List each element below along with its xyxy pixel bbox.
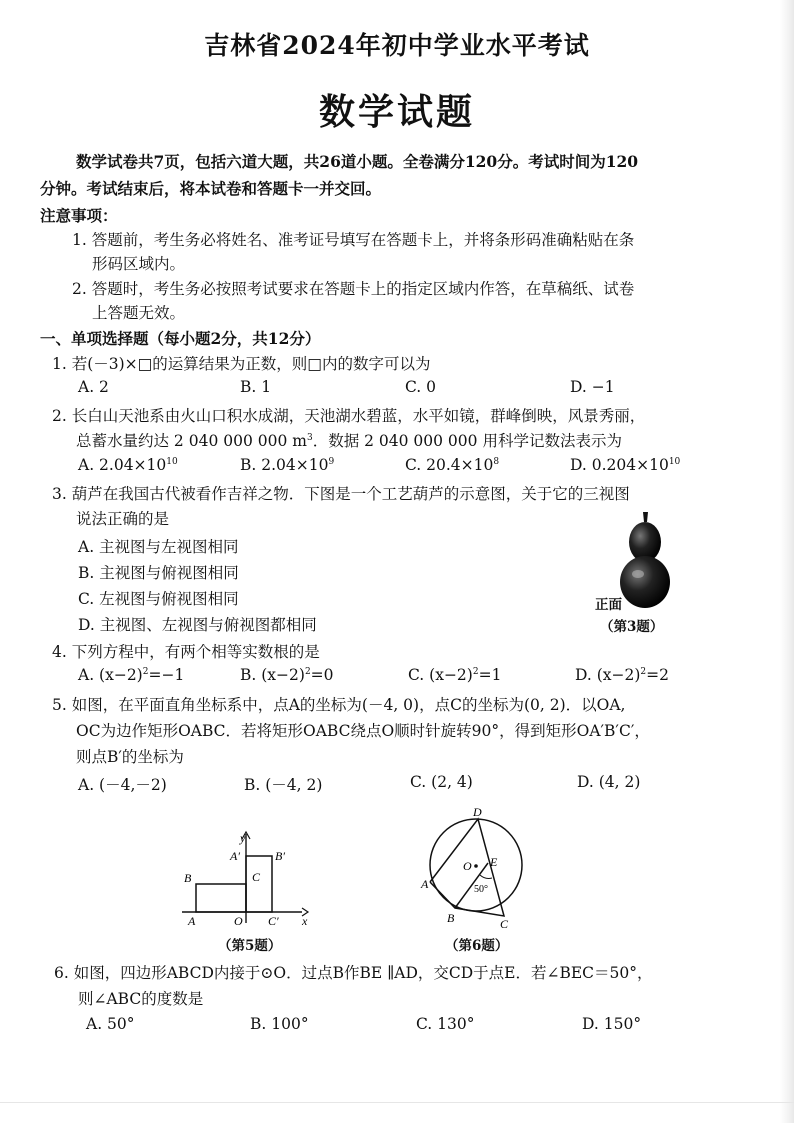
q1-option-a: A. 2 bbox=[78, 378, 109, 396]
q6-option-d: D. 150° bbox=[582, 1015, 642, 1033]
q5-option-a: A. (－4,－2) bbox=[78, 776, 167, 794]
q2-option-b-base: B. 2.04×10 bbox=[240, 456, 329, 474]
q4-option-b-rhs: =0 bbox=[310, 666, 334, 684]
gourd-highlight bbox=[632, 570, 644, 578]
q1-option-c: C. 0 bbox=[405, 378, 437, 396]
note-1-line-1: 1. 答题前，考生务必将姓名、准考证号填写在答题卡上，并将条形码准确粘贴在条 bbox=[72, 231, 635, 249]
q4-option-d bbox=[575, 666, 669, 684]
q2-option-a-exp: 10 bbox=[166, 457, 178, 467]
label-A: A bbox=[421, 877, 429, 891]
rect-OABC bbox=[196, 884, 246, 912]
q4-option-d-rhs: =2 bbox=[646, 666, 670, 684]
scan-page-edge bbox=[780, 0, 794, 1123]
q2-line-2 bbox=[76, 429, 622, 451]
angle-BEC-arc bbox=[480, 875, 492, 878]
label-E: E bbox=[490, 855, 498, 869]
note-2-line-1: 2. 答题时，考生务必按照考试要求在答题卡上的指定区域内作答，在草稿纸、试卷 bbox=[72, 280, 635, 298]
q4-option-c-exp: 2 bbox=[472, 667, 479, 677]
q3-front-label: 正面 bbox=[595, 597, 622, 613]
q1-stem: 1. 若(－3)×□的运算结果为正数，则□内的数字可以为 bbox=[52, 355, 431, 373]
note-1-line-2: 形码区域内。 bbox=[92, 255, 186, 273]
exam-title: 吉林省2024年初中学业水平考试 bbox=[204, 31, 590, 60]
label-x: x bbox=[302, 914, 308, 928]
q3-option-b: B. 主视图与俯视图相同 bbox=[78, 564, 239, 582]
q4-option-b-base: B. (x−2) bbox=[240, 666, 305, 684]
label-angle-50: 50° bbox=[474, 884, 488, 895]
q5-line-3: 则点B′的坐标为 bbox=[76, 748, 184, 766]
label-A: A bbox=[188, 914, 196, 928]
q2-unit-exponent: 3 bbox=[306, 433, 313, 443]
q2-option-d-exp: 10 bbox=[668, 457, 681, 467]
q2-option-b bbox=[240, 456, 334, 474]
q5-line-1: 5. 如图，在平面直角坐标系中，点A的坐标为(－4, 0)，点C的坐标为(0, 2)．以OA, bbox=[52, 696, 626, 714]
label-D: D bbox=[473, 805, 482, 819]
q5-option-b: B. (－4, 2) bbox=[244, 776, 323, 794]
q4-option-c-base: C. (x−2) bbox=[408, 666, 473, 684]
label-B: B bbox=[447, 911, 455, 925]
q2-option-c-base: C. 20.4×10 bbox=[405, 456, 494, 474]
q4-option-a bbox=[78, 666, 184, 684]
q2-option-b-exp: 9 bbox=[328, 457, 335, 467]
q3-option-c: C. 左视图与俯视图相同 bbox=[78, 590, 239, 608]
q1-option-b: B. 1 bbox=[240, 378, 272, 396]
q3-option-a: A. 主视图与左视图相同 bbox=[78, 538, 239, 556]
q2-option-c-exp: 8 bbox=[493, 457, 500, 467]
label-y: y bbox=[240, 831, 246, 845]
q2-option-a bbox=[78, 456, 178, 474]
section-1-heading: 一、单项选择题（每小题2分，共12分） bbox=[40, 329, 321, 348]
q4-option-a-rhs: =−1 bbox=[148, 666, 185, 684]
q2-line-2-b: ．数据 2 040 000 000 用科学记数法表示为 bbox=[312, 432, 622, 450]
q3-line-1: 3. 葫芦在我国古代被看作吉祥之物．下图是一个工艺葫芦的示意图，关于它的三视图 bbox=[52, 485, 630, 503]
intro-line-1: 数学试卷共7页，包括六道大题，共26道小题。全卷满分120分。考试时间为120 bbox=[76, 152, 639, 171]
q3-option-d: D. 主视图、左视图与俯视图都相同 bbox=[78, 616, 317, 634]
q2-line-2-a: 总蓄水量约达 2 040 000 000 m bbox=[76, 432, 307, 450]
q4-stem: 4. 下列方程中，有两个相等实数根的是 bbox=[52, 643, 320, 661]
q4-option-a-base: A. (x−2) bbox=[78, 666, 143, 684]
q4-option-b-exp: 2 bbox=[304, 667, 311, 677]
q6-option-b: B. 100° bbox=[250, 1015, 309, 1033]
q5-figure bbox=[178, 828, 313, 928]
label-C: C bbox=[252, 870, 261, 884]
notes-heading: 注意事项： bbox=[40, 206, 118, 225]
q5-option-d: D. (4, 2) bbox=[577, 773, 641, 791]
label-O: O bbox=[234, 914, 243, 928]
q2-line-1: 2. 长白山天池系由火山口积水成湖，天池湖水碧蓝，水平如镜，群峰倒映，风景秀丽， bbox=[52, 407, 646, 425]
label-C: C bbox=[500, 917, 509, 930]
rect-OA1B1C1 bbox=[246, 856, 272, 912]
q4-option-d-exp: 2 bbox=[640, 667, 647, 677]
q6-figure bbox=[418, 800, 528, 930]
label-C-prime: C′ bbox=[268, 914, 279, 928]
q4-option-c-rhs: =1 bbox=[478, 666, 502, 684]
q6-option-c: C. 130° bbox=[416, 1015, 475, 1033]
q4-option-b bbox=[240, 666, 334, 684]
q3-line-2: 说法正确的是 bbox=[76, 510, 170, 528]
label-B: B bbox=[184, 871, 192, 885]
q5-option-c: C. (2, 4) bbox=[410, 773, 473, 791]
q4-option-d-base: D. (x−2) bbox=[575, 666, 641, 684]
q4-option-c bbox=[408, 666, 501, 684]
q6-line-2: 则∠ABC的度数是 bbox=[78, 990, 204, 1008]
label-O: O bbox=[463, 859, 472, 873]
q3-figure-caption: （第3题） bbox=[600, 619, 664, 635]
gourd-bottom-bulb bbox=[620, 556, 670, 608]
subject-title: 数学试题 bbox=[318, 91, 475, 133]
gourd-stem bbox=[643, 512, 648, 522]
q1-option-d: D. −1 bbox=[570, 378, 615, 396]
q4-option-a-exp: 2 bbox=[142, 667, 149, 677]
label-B-prime: B′ bbox=[275, 849, 285, 863]
q6-option-a: A. 50° bbox=[86, 1015, 135, 1033]
center-O-point bbox=[474, 864, 478, 868]
q2-option-d-base: D. 0.204×10 bbox=[570, 456, 669, 474]
label-A-prime: A′ bbox=[230, 849, 240, 863]
intro-line-2: 分钟。考试结束后，将本试卷和答题卡一并交回。 bbox=[40, 179, 382, 198]
q2-option-a-base: A. 2.04×10 bbox=[78, 456, 167, 474]
q6-line-1: 6. 如图，四边形ABCD内接于⊙O．过点B作BE ∥AD，交CD于点E．若∠BEC＝50°， bbox=[54, 964, 653, 982]
q5-line-2: OC为边作矩形OABC．若将矩形OABC绕点O顺时针旋转90°，得到矩形OA′B′C′， bbox=[76, 722, 650, 740]
q6-figure-caption: （第6题） bbox=[445, 938, 509, 954]
note-2-line-2: 上答题无效。 bbox=[92, 304, 186, 322]
q2-option-c bbox=[405, 456, 499, 474]
q5-figure-caption: （第5题） bbox=[218, 938, 282, 954]
scan-bottom-line bbox=[0, 1102, 794, 1103]
q2-option-d bbox=[570, 456, 680, 474]
